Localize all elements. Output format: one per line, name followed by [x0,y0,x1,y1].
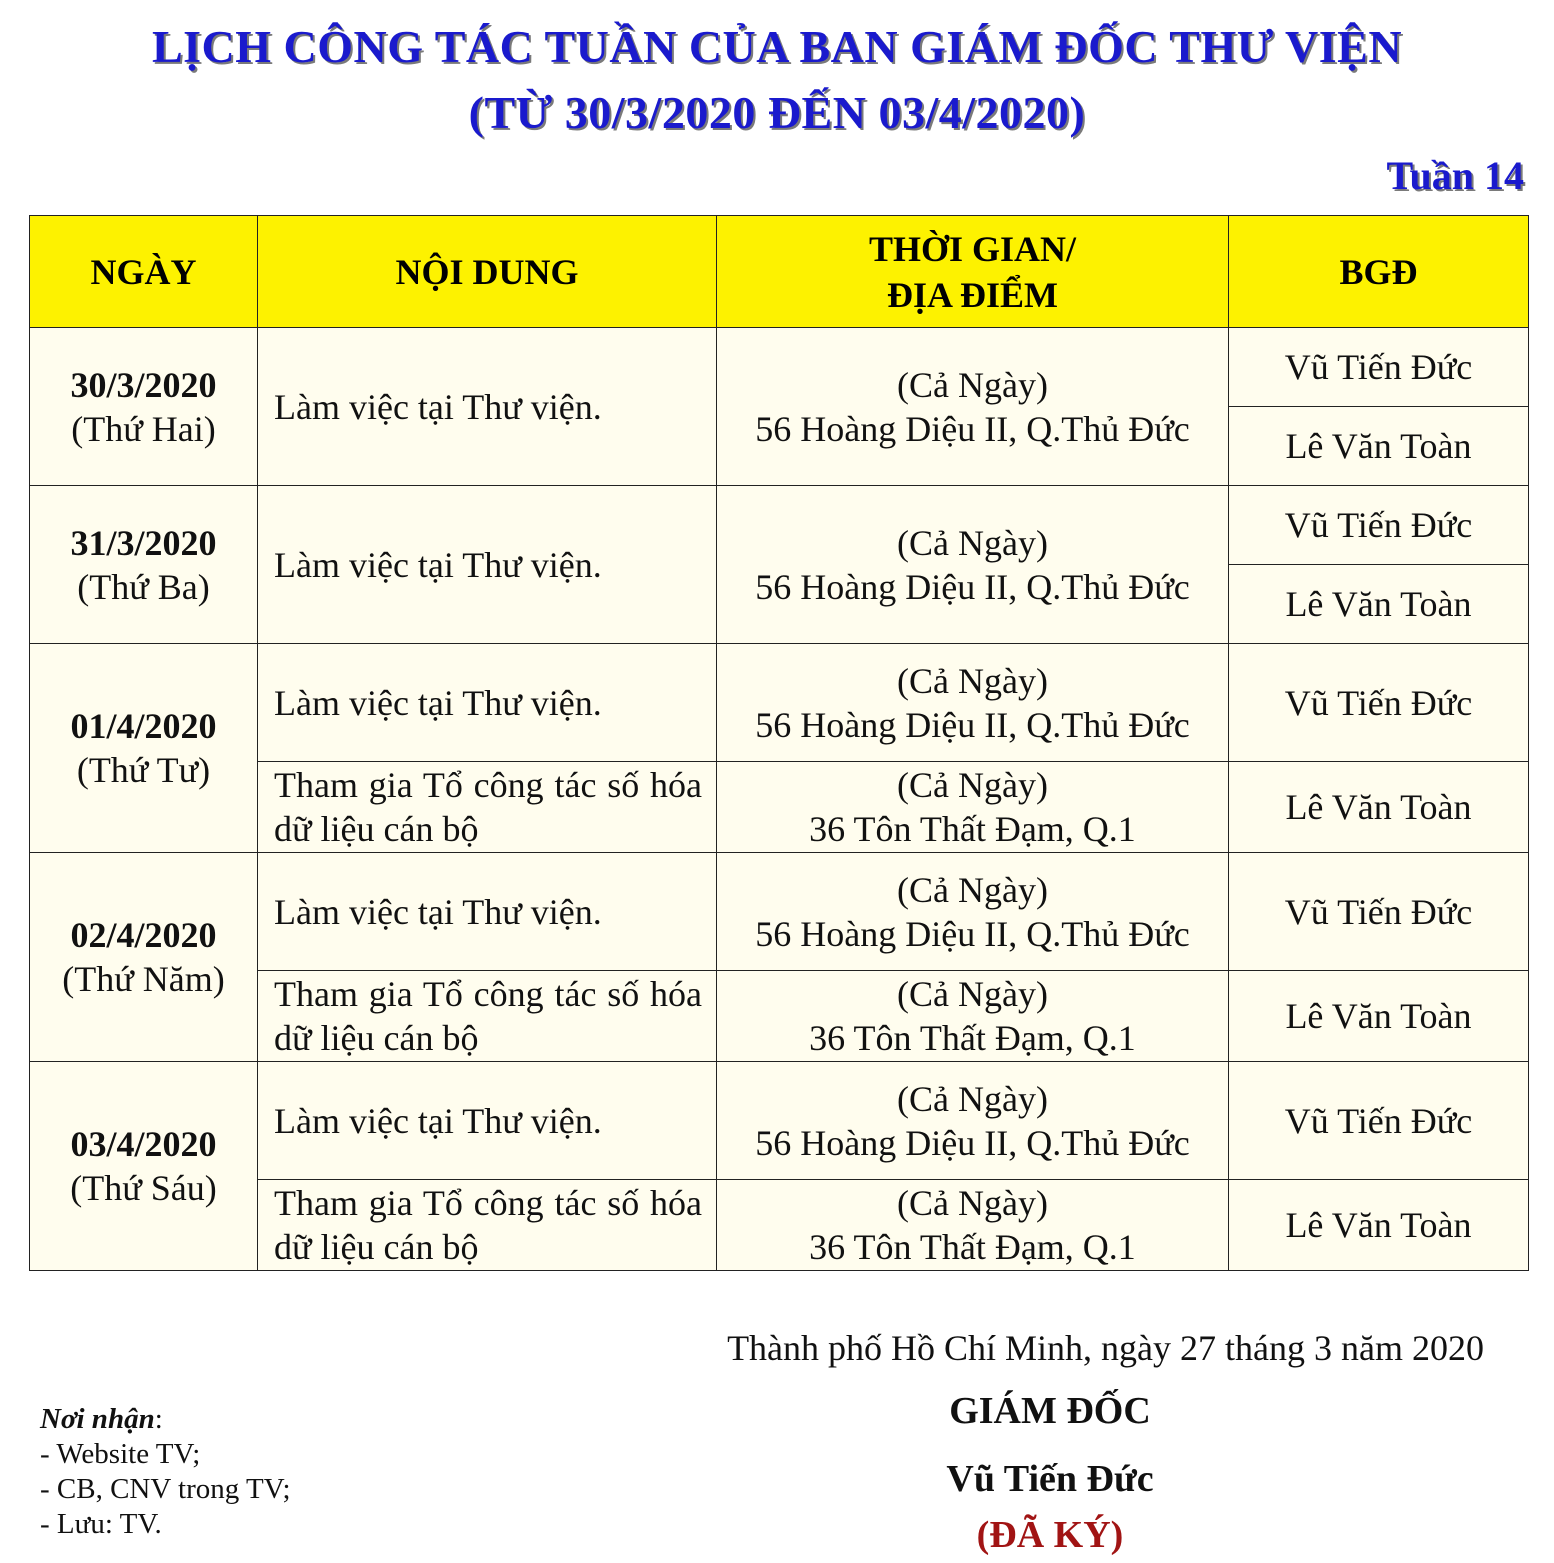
time-text: (Cả Ngày) [897,660,1048,701]
recipients-label: Nơi nhận [40,1403,155,1435]
column-header-time: THỜI GIAN/ [868,228,1077,269]
table-row [30,486,1529,565]
time-place-cell [717,853,1229,971]
column-header-content: NỘI DUNG [258,216,717,328]
time-place-cell [717,762,1229,853]
day-weekday: (Thứ Tư) [76,750,211,790]
day-date: 02/4/2020 [70,915,217,955]
place-text: 56 Hoàng Diệu II, Q.Thủ Đức [755,913,1190,954]
day-weekday: (Thứ Hai) [71,408,216,449]
signer-title: GIÁM ĐỐC [949,1390,1151,1432]
page-subtitle-date-range: (TỪ 30/3/2020 ĐẾN 03/4/2020) [468,87,1086,138]
place-text: 56 Hoàng Diệu II, Q.Thủ Đức [755,1122,1190,1163]
person-cell: Vũ Tiến Đức [1229,486,1529,565]
issue-date-line: Thành phố Hồ Chí Minh, ngày 27 tháng 3 năm 2020 [727,1328,1484,1368]
table-row [30,328,1529,407]
week-number: Tuần 14 [1386,153,1524,198]
person-cell: Lê Văn Toàn [1229,565,1529,644]
place-text: 56 Hoàng Diệu II, Q.Thủ Đức [755,566,1190,607]
day-date: 03/4/2020 [70,1124,217,1164]
time-text: (Cả Ngày) [897,765,1048,805]
day-cell [30,486,258,644]
time-text: (Cả Ngày) [897,364,1048,405]
content-cell: Tham gia Tổ công tác số hóa dữ liệu cán bộ [258,1180,717,1271]
time-text: (Cả Ngày) [897,974,1048,1014]
day-cell [30,1062,258,1271]
day-cell [30,853,258,1062]
time-place-cell [717,1062,1229,1180]
person-cell: Vũ Tiến Đức [1229,853,1529,971]
time-place-cell [717,1180,1229,1271]
content-cell: Làm việc tại Thư viện. [258,853,717,971]
day-date: 31/3/2020 [70,522,217,563]
person-cell: Lê Văn Toàn [1229,1180,1529,1271]
column-header-time-place [717,216,1229,328]
place-text: 36 Tôn Thất Đạm, Q.1 [809,1018,1136,1058]
list-item: - Website TV; [40,1438,201,1470]
schedule-table [29,215,1529,1271]
person-cell: Lê Văn Toàn [1229,971,1529,1062]
place-text: 56 Hoàng Diệu II, Q.Thủ Đức [755,704,1190,745]
page-title: LỊCH CÔNG TÁC TUẦN CỦA BAN GIÁM ĐỐC THƯ VIỆN [151,21,1403,72]
recipients-heading: Nơi nhận: [40,1403,163,1435]
place-text: 36 Tôn Thất Đạm, Q.1 [809,809,1136,849]
day-weekday: (Thứ Ba) [77,566,210,607]
day-weekday: (Thứ Năm) [62,959,225,999]
content-cell: Tham gia Tổ công tác số hóa dữ liệu cán bộ [258,762,717,853]
list-item: - CB, CNV trong TV; [40,1473,291,1505]
person-cell: Lê Văn Toàn [1229,762,1529,853]
column-header-place: ĐỊA ĐIỂM [886,274,1059,315]
list-item: - Lưu: TV. [40,1508,162,1540]
day-weekday: (Thứ Sáu) [70,1168,217,1208]
time-place-cell [717,486,1229,644]
content-cell: Làm việc tại Thư viện. [258,1062,717,1180]
table-header-row [30,216,1529,328]
table-row [30,644,1529,762]
day-date: 30/3/2020 [70,364,217,405]
content-cell: Làm việc tại Thư viện. [258,486,717,644]
time-text: (Cả Ngày) [897,522,1048,563]
place-text: 56 Hoàng Diệu II, Q.Thủ Đức [755,408,1190,449]
time-text: (Cả Ngày) [897,869,1048,910]
signer-name: Vũ Tiến Đức [946,1458,1154,1500]
time-place-cell [717,644,1229,762]
day-date: 01/4/2020 [70,706,217,746]
content-cell: Tham gia Tổ công tác số hóa dữ liệu cán bộ [258,971,717,1062]
person-cell: Vũ Tiến Đức [1229,1062,1529,1180]
signed-note: (ĐÃ KÝ) [976,1514,1124,1556]
person-cell: Vũ Tiến Đức [1229,644,1529,762]
column-header-day: NGÀY [30,216,258,328]
content-cell: Làm việc tại Thư viện. [258,328,717,486]
content-cell: Làm việc tại Thư viện. [258,644,717,762]
table-row [30,853,1529,971]
time-text: (Cả Ngày) [897,1078,1048,1119]
time-place-cell [717,971,1229,1062]
place-text: 36 Tôn Thất Đạm, Q.1 [809,1227,1136,1267]
person-cell: Lê Văn Toàn [1229,407,1529,486]
column-header-board: BGĐ [1229,216,1529,328]
time-place-cell [717,328,1229,486]
time-text: (Cả Ngày) [897,1183,1048,1223]
day-cell [30,644,258,853]
day-cell [30,328,258,486]
person-cell: Vũ Tiến Đức [1229,328,1529,407]
recipients-block [40,1402,291,1542]
table-row [30,1062,1529,1180]
